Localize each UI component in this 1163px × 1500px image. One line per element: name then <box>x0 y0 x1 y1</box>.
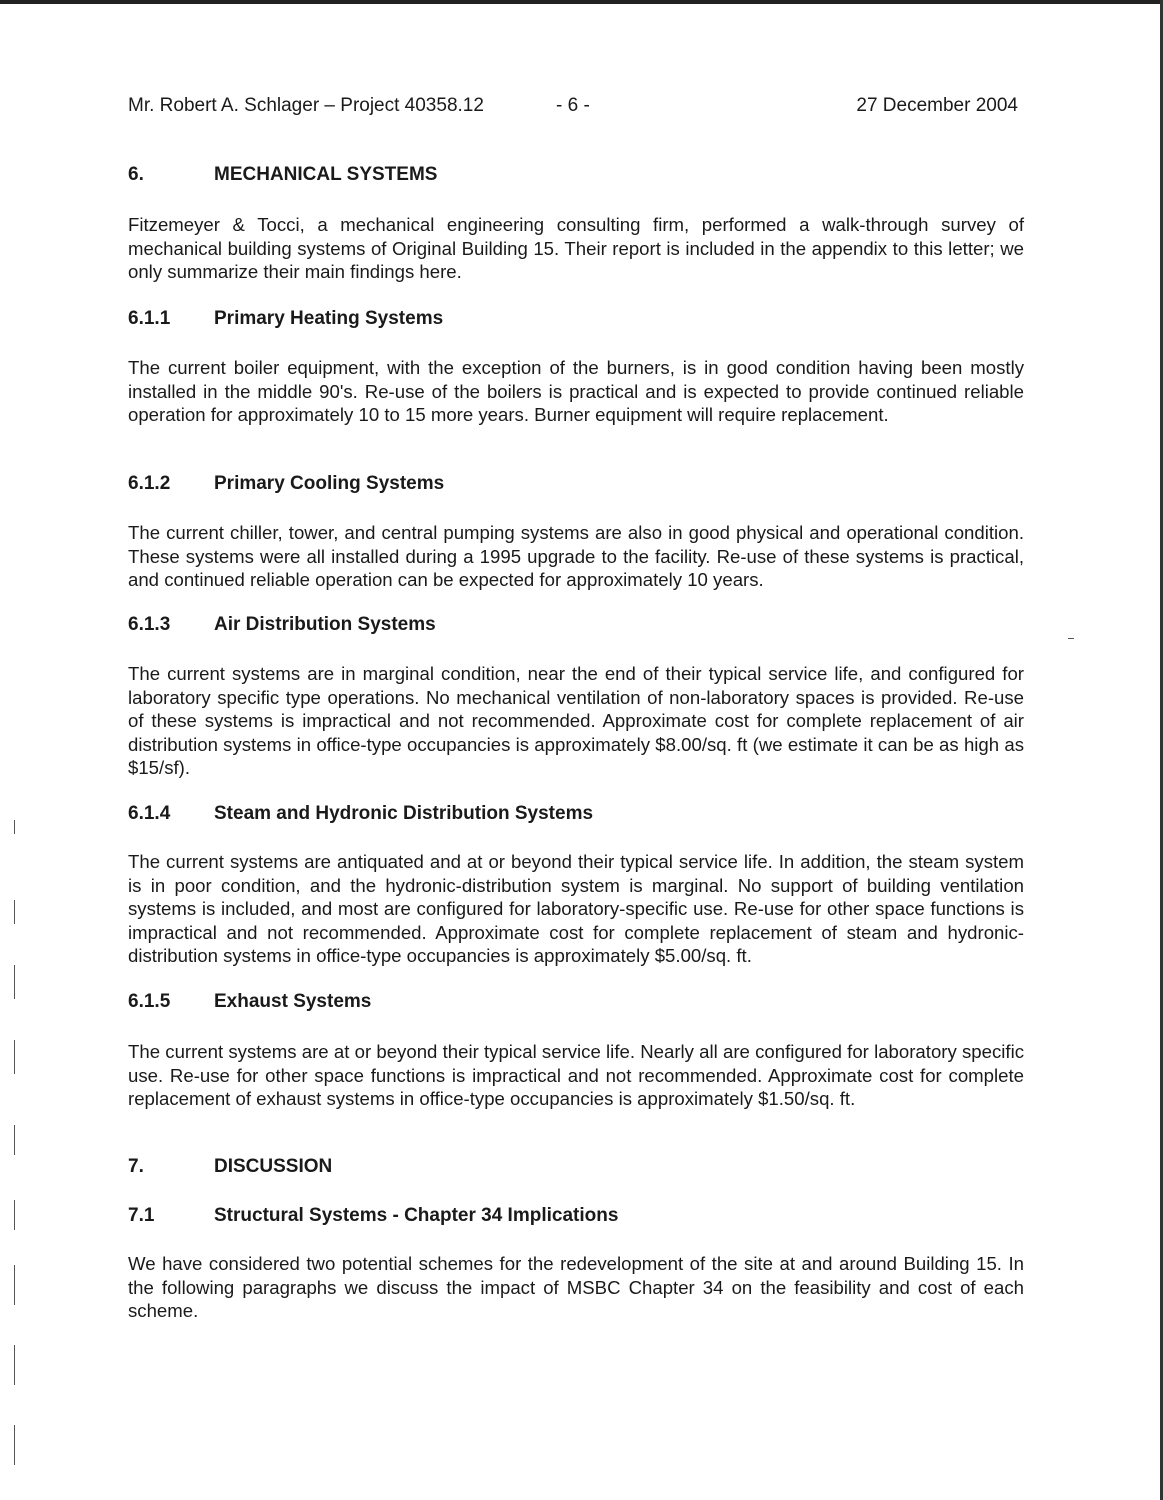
scan-top-edge <box>0 0 1163 4</box>
scan-mark <box>14 1265 15 1305</box>
header-recipient-project: Mr. Robert A. Schlager – Project 40358.12 <box>128 95 484 116</box>
subsection-title: Primary Cooling Systems <box>214 473 445 494</box>
subsection-6-1-2-body: The current chiller, tower, and central pumping systems are also in good physical and operational condition. These systems were all installed during a 1995 upgrade to the facility. Re-use of these systems is practical, and continued reliable operation can be expected for approximately 10 years. <box>128 522 1024 591</box>
subsection-6-1-3-body: The current systems are in marginal condition, near the end of their typical service life, and configured for laboratory specific type operations. No mechanical ventilation of non-laboratory spaces is provided. Re-use of these systems is impractical and not recommended. Approximate cost for complete replacement of air distribution systems in office-type occupancies is approximately $8.00/sq. ft (we estimate it can be as high as $15/sf). <box>128 663 1024 779</box>
section-title: MECHANICAL SYSTEMS <box>214 164 438 185</box>
scan-mark <box>14 900 15 924</box>
scan-mark <box>1068 638 1074 639</box>
subsection-number: 6.1.4 <box>128 803 171 824</box>
header-page-number: - 6 - <box>556 95 590 116</box>
subsection-6-1-4-body: The current systems are antiquated and at or beyond their typical service life. In addition, the steam system is in poor condition, and the hydronic-distribution system is marginal. No support of building ventilation systems is included, and most are configured for laboratory-specific use. Re-use for other space functions is impractical and not recommended. Approximate cost for complete replacement of steam and hydronic-distribution systems in office-type occupancies is approximately $5.00/sq. ft. <box>128 851 1024 967</box>
section-6-intro: Fitzemeyer & Tocci, a mechanical engineering consulting firm, performed a walk-through survey of mechanical building systems of Original Building 15. Their report is included in the appendix to this letter; we only summarize their main findings here. <box>128 214 1024 283</box>
subsection-number: 6.1.1 <box>128 308 171 329</box>
subsection-title: Structural Systems - Chapter 34 Implications <box>214 1205 619 1226</box>
scan-mark <box>14 965 15 999</box>
subsection-6-1-1-body: The current boiler equipment, with the exception of the burners, is in good condition having been mostly installed in the middle 90's. Re-use of the boilers is practical and is expected to provide continued reliable operation for approximately 10 to 15 more years. Burner equipment will require replacement. <box>128 357 1024 426</box>
header-date: 27 December 2004 <box>856 95 1018 116</box>
section-title: DISCUSSION <box>214 1156 333 1177</box>
subsection-number: 7.1 <box>128 1205 155 1226</box>
subsection-7-1-body: We have considered two potential schemes for the redevelopment of the site at and around Building 15. In the following paragraphs we discuss the impact of MSBC Chapter 34 on the feasibility and cost of each scheme. <box>128 1253 1024 1322</box>
scan-mark <box>14 1040 15 1074</box>
subsection-number: 6.1.5 <box>128 991 171 1012</box>
subsection-title: Primary Heating Systems <box>214 308 444 329</box>
subsection-number: 6.1.2 <box>128 473 171 494</box>
subsection-number: 6.1.3 <box>128 614 171 635</box>
scan-mark <box>14 1200 15 1230</box>
subsection-title: Air Distribution Systems <box>214 614 436 635</box>
subsection-title: Steam and Hydronic Distribution Systems <box>214 803 594 824</box>
subsection-title: Exhaust Systems <box>214 991 372 1012</box>
scan-mark <box>14 820 15 834</box>
scan-mark <box>14 1425 15 1465</box>
subsection-6-1-5-body: The current systems are at or beyond their typical service life. Nearly all are configured for laboratory specific use. Re-use for other space functions is impractical and not recommended. Approximate cost for complete replacement of exhaust systems in office-type occupancies is approximately $1.50/sq. ft. <box>128 1041 1024 1110</box>
section-number: 6. <box>128 164 144 185</box>
scan-mark <box>14 1345 15 1385</box>
scan-mark <box>14 1125 15 1155</box>
section-number: 7. <box>128 1156 144 1177</box>
